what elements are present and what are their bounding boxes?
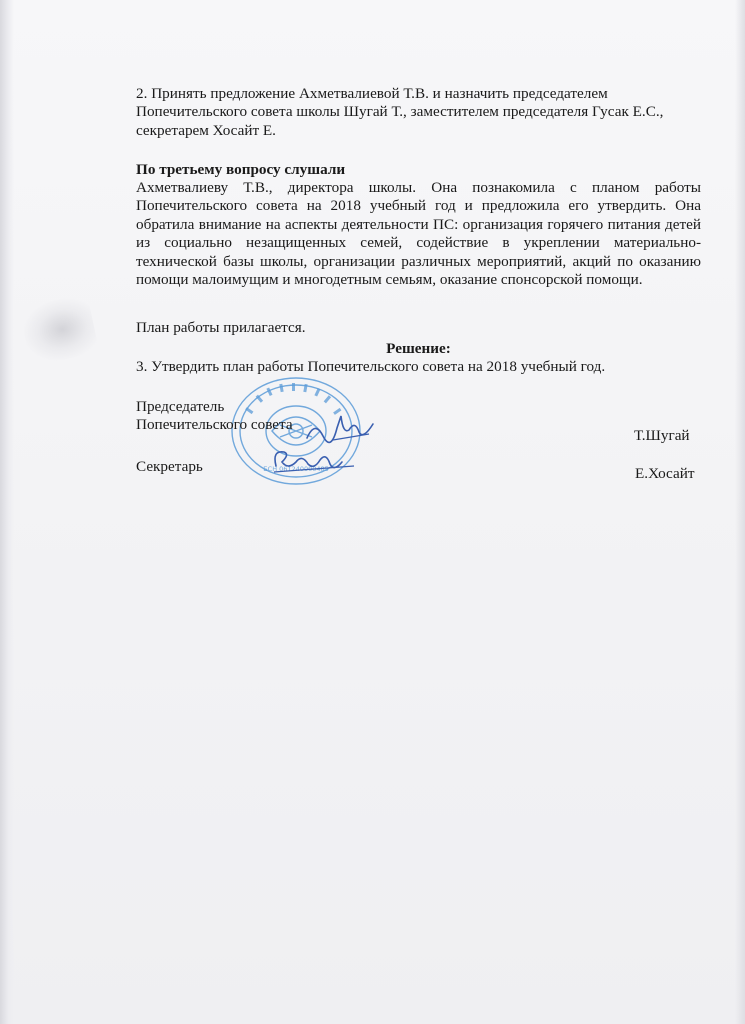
chair-role-line2: Попечительского совета [136, 416, 293, 433]
scan-right-edge [735, 0, 745, 1024]
scan-smudge [19, 293, 100, 366]
secretary-name: Е.Хосайт [635, 465, 695, 482]
scan-left-edge [0, 0, 14, 1024]
secretary-signature-icon [268, 440, 358, 480]
decision-text: 3. Утвердить план работы Попечительского совета на 2018 учебный год. [136, 358, 606, 375]
chair-role-line1: Председатель [136, 398, 225, 415]
secretary-role: Секретарь [136, 458, 203, 475]
paragraph-2: 2. Принять предложение Ахметвалиевой Т.В. и назначить председателем Попечительского совета школы Шугай Т., заместителем председателя Гусак Е.С., секретарем Хосайт Е. [136, 85, 664, 139]
paragraph-3: Ахметвалиеву Т.В., директора школы. Она познакомила с планом работы Попечительского совета на 2018 учебный год и предложила его утвердить. Она обратила внимание на аспекты деятельности ПС: организация горячего питания детей из социально незащищенных семей, содействие в укреплении материально-технической базы школы, организации различных мероприятий, акций по оказанию помощи малоимущим и многодетным семьям, оказание спонсорской помощи. [136, 179, 701, 289]
attachment-note: План работы прилагается. [136, 319, 306, 336]
question-3-heading: По третьему вопросу слушали [136, 161, 346, 178]
chair-name: Т.Шугай [634, 427, 690, 444]
decision-heading: Решение: [386, 340, 451, 357]
stamp-number: БСН 061240000485 [263, 465, 329, 473]
